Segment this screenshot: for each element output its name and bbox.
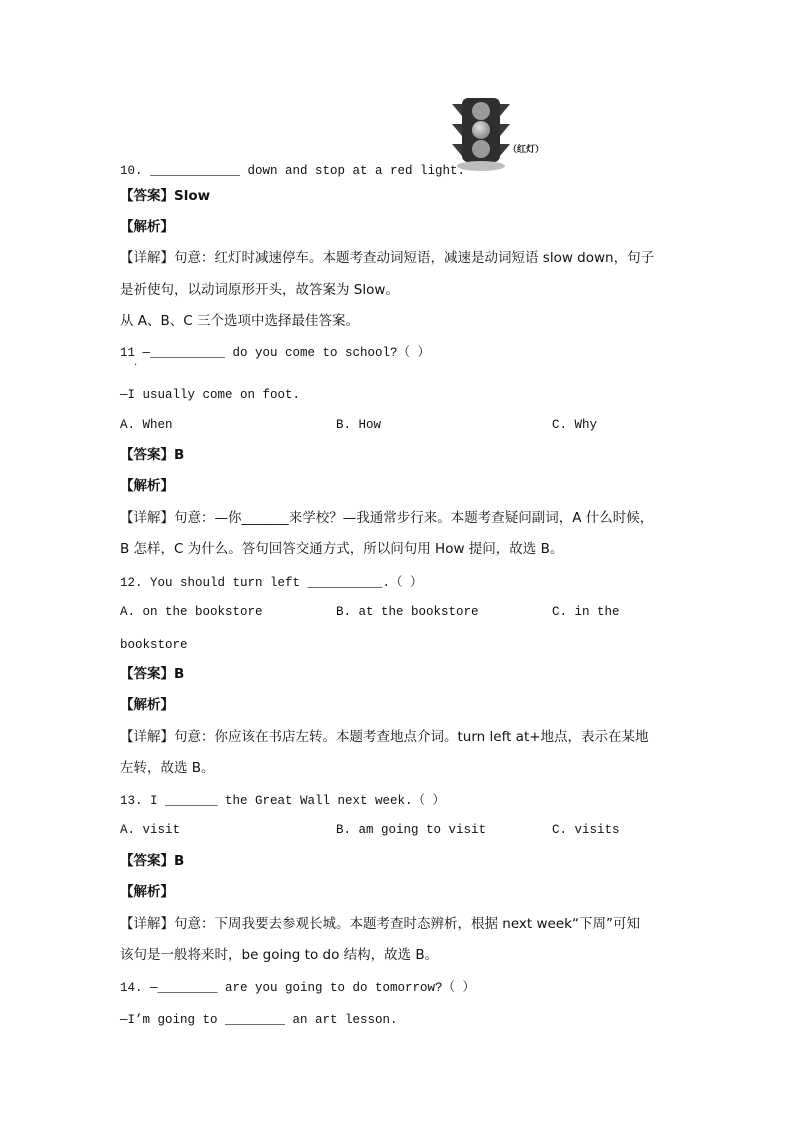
answer-13: 【答案】B	[120, 853, 185, 869]
answer-12: 【答案】B	[120, 666, 185, 682]
detail-11-line2: B 怎样，C 为什么。答句回答交通方式，所以问句用 How 提问，故选 B。	[120, 541, 564, 557]
question-10: 10. ____________ down and stop at a red light.	[120, 164, 466, 178]
question-11: 11 —__________ do you come to school?（ ）	[120, 346, 431, 360]
detail-13-line2: 该句是一般将来时，be going to do 结构，故选 B。	[120, 947, 439, 963]
answer-10: 【答案】Slow	[120, 188, 211, 204]
option-13-a: A. visit	[120, 823, 181, 837]
detail-13-line1: 【详解】句意：下周我要去参观长城。本题考查时态辨析，根据 next week“下周”可知	[120, 916, 640, 932]
option-11-b: B. How	[336, 418, 382, 432]
option-11-a: A. When	[120, 418, 173, 432]
detail-10-line1: 【详解】句意：红灯时减速停车。本题考查动词短语，减速是动词短语 slow down，句子	[120, 250, 655, 266]
traffic-light-icon	[450, 96, 512, 172]
option-12-b: B. at the bookstore	[336, 605, 479, 619]
question-14: 14. —________ are you going to do tomorrow?（ ）	[120, 981, 476, 995]
detail-11-line1: 【详解】句意：—你_______来学校？—我通常步行来。本题考查疑问副词，A 什么时候，	[120, 510, 654, 526]
option-12-c: C. in the	[552, 605, 620, 619]
option-12-a: A. on the bookstore	[120, 605, 263, 619]
option-12-c-cont: bookstore	[120, 638, 188, 652]
option-13-c: C. visits	[552, 823, 620, 837]
detail-12-line2: 左转，故选 B。	[120, 760, 215, 776]
question-14-reply: —I’m going to ________ an art lesson.	[120, 1013, 398, 1027]
answer-11: 【答案】B	[120, 447, 185, 463]
detail-12-line1: 【详解】句意：你应该在书店左转。本题考查地点介词。turn left at+地点，表示在某地	[120, 729, 649, 745]
question-11-reply: —I usually come on foot.	[120, 388, 301, 402]
section-instruction: 从 A、B、C 三个选项中选择最佳答案。	[120, 313, 360, 329]
analysis-title-10: 【解析】	[120, 219, 174, 235]
question-13: 13. I _______ the Great Wall next week.（ ）	[120, 794, 446, 808]
traffic-light-label: （红灯）	[508, 145, 545, 155]
detail-10-line2: 是祈使句，以动词原形开头，故答案为 Slow。	[120, 282, 399, 298]
analysis-title-12: 【解析】	[120, 697, 174, 713]
question-11-dot: ·	[134, 360, 138, 371]
question-12: 12. You should turn left __________.（ ）	[120, 576, 423, 590]
analysis-title-11: 【解析】	[120, 478, 174, 494]
analysis-title-13: 【解析】	[120, 884, 174, 900]
option-13-b: B. am going to visit	[336, 823, 487, 837]
option-11-c: C. Why	[552, 418, 598, 432]
